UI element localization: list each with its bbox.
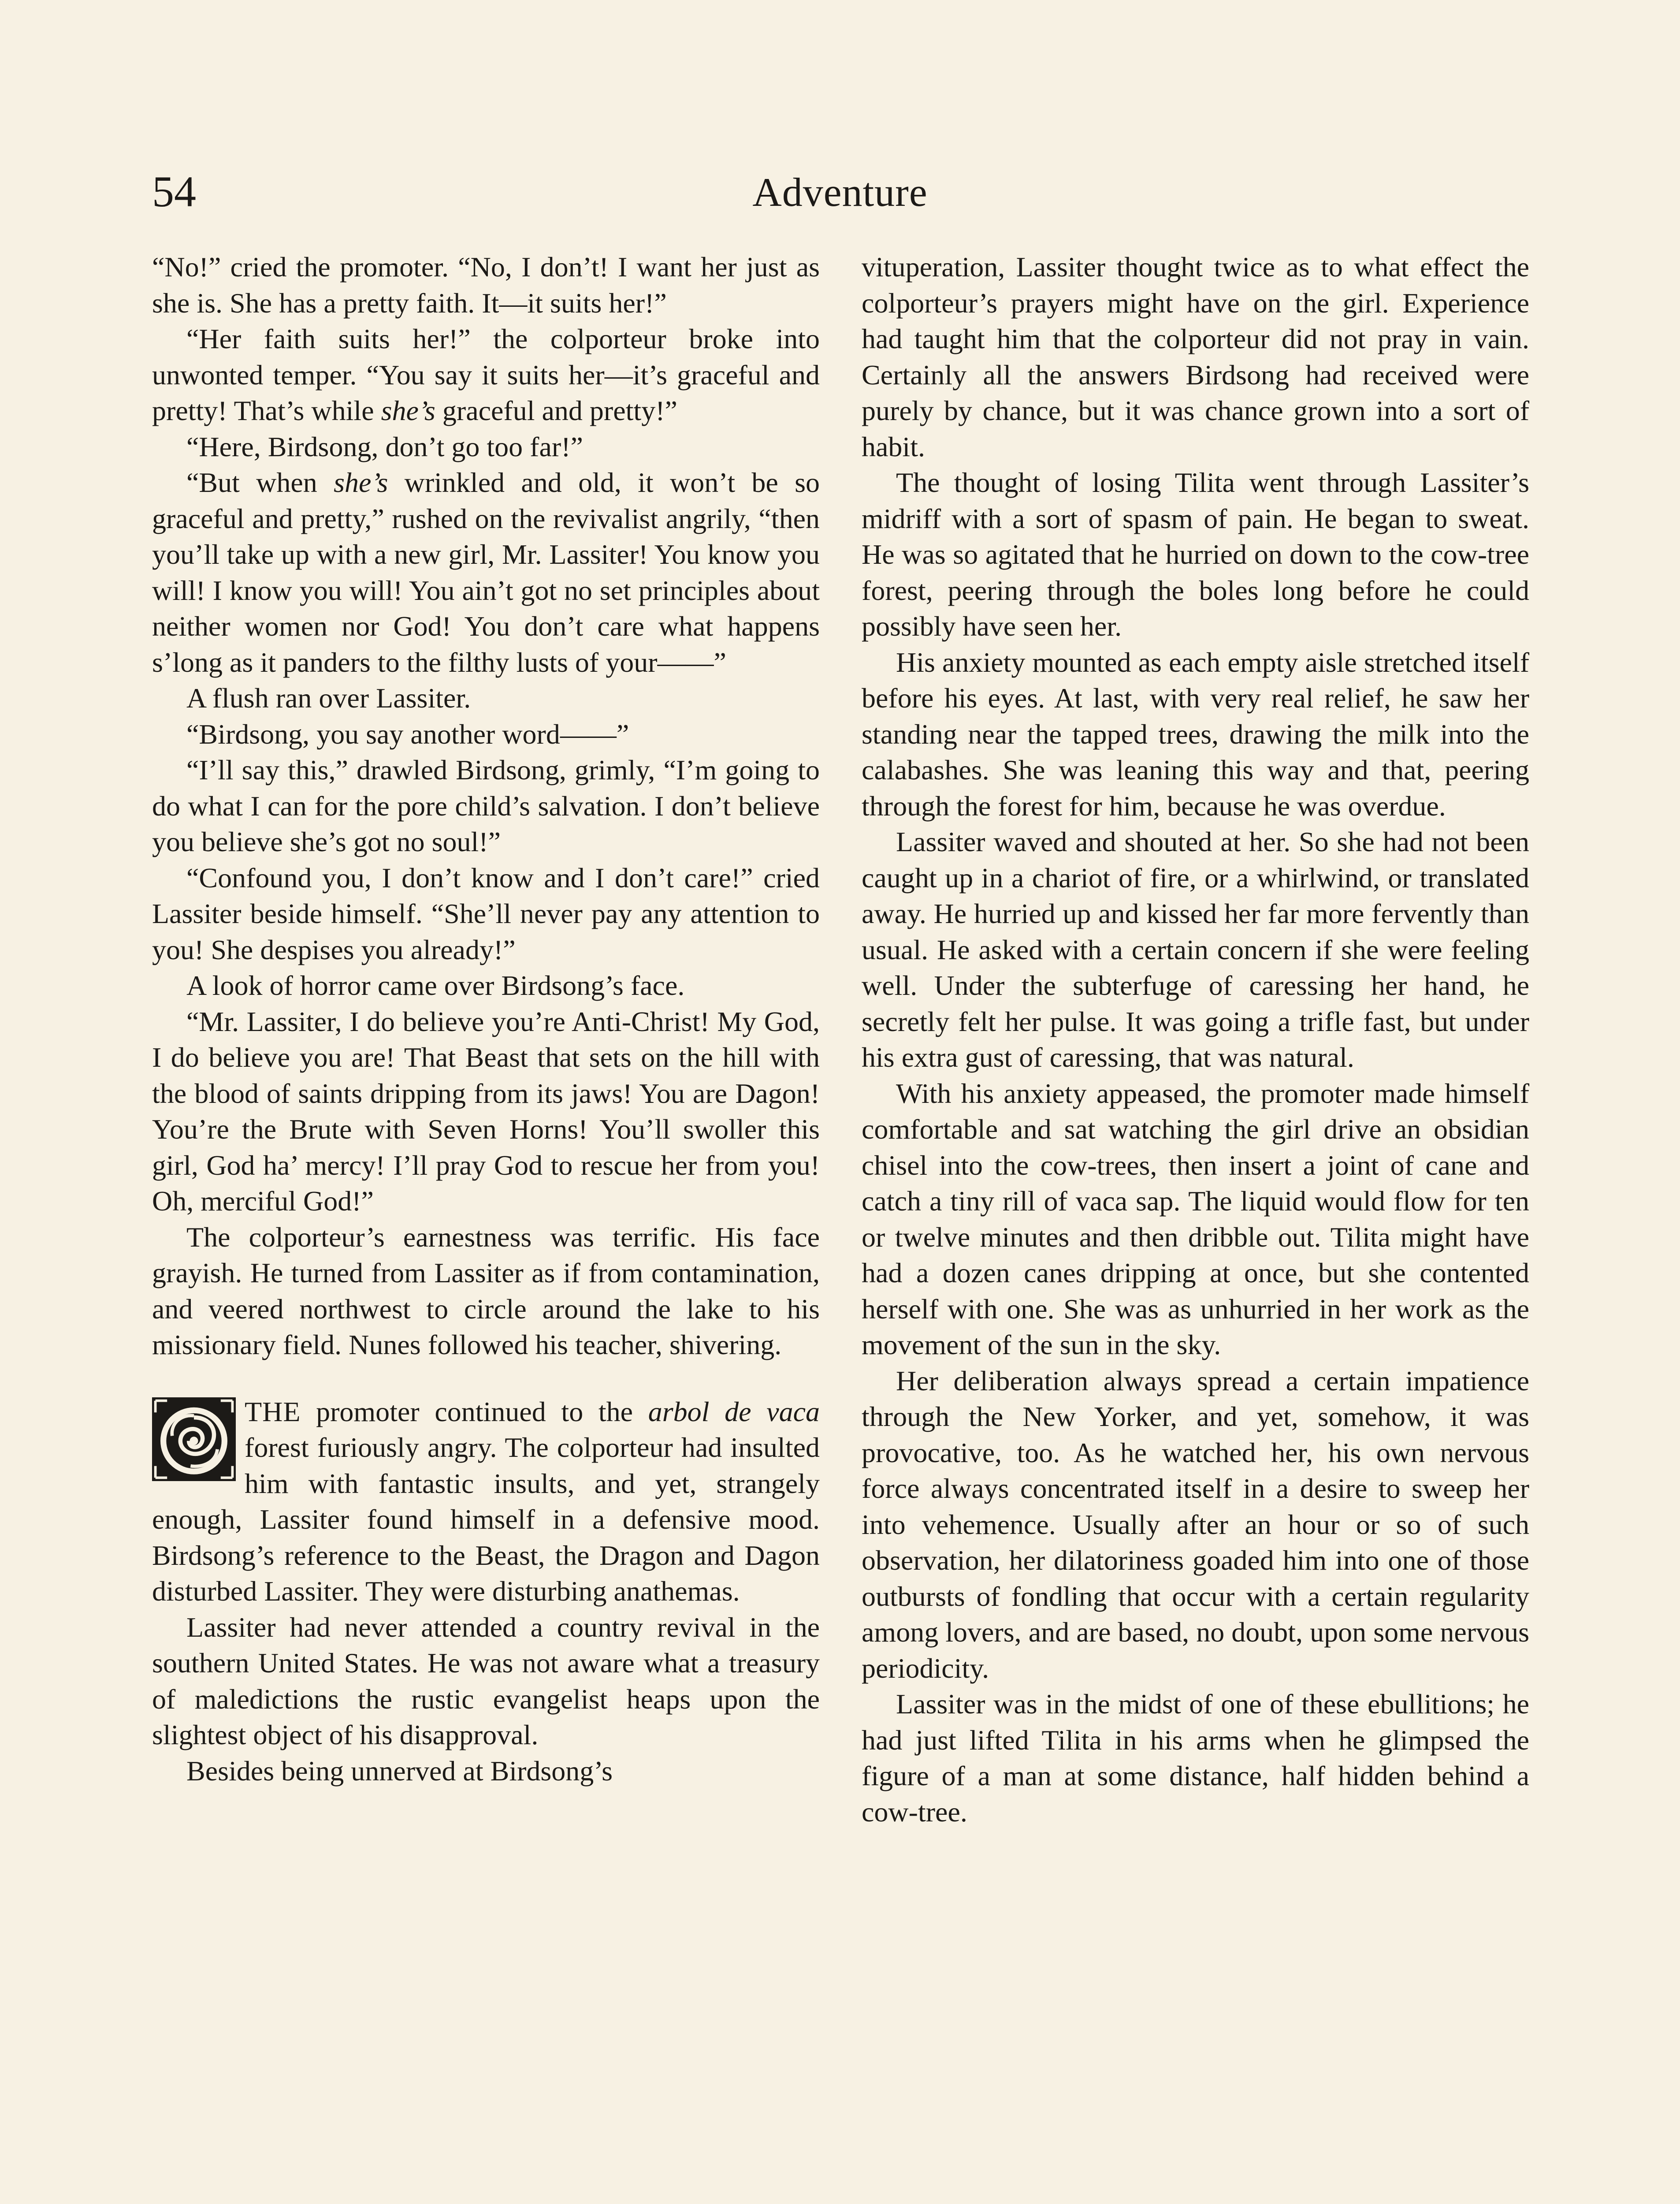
paragraph: A flush ran over Lassiter. bbox=[186, 682, 471, 714]
right-column bbox=[862, 249, 1529, 1830]
paragraph: Besides being unnerved at Birdsong’s bbox=[186, 1755, 613, 1787]
left-column bbox=[152, 249, 820, 1789]
paragraph: “But when she’s wrinkled and old, it won’t be so graceful and pretty,” rushed on the revivalist angrily, “then you’ll take up with a new girl, Mr. Lassiter! You know you will! I know you will! You ain’t got no set principles about neither women nor God! You don’t care what happens s’long as it panders to the filthy lusts of your——” bbox=[152, 467, 820, 678]
paragraph: Her deliberation always spread a certain impatience through the New Yorker, and yet, somehow, it was provocative, too. As he watched her, his own nervous force always concentrated itself in a desire to sweep her into vehemence. Usually after an hour or so of such observation, her dilatoriness goaded him into one of those outbursts of fondling that occur with a certain regularity among lovers, and are based, no doubt, upon some nervous periodicity. bbox=[862, 1365, 1529, 1684]
section-opening-paragraph: THE promoter continued to the arbol de vaca forest furiously angry. The colporteur had insulted him with fantastic insults, and yet, strangely enough, Lassiter found himself in a defensive mood. Birdsong’s reference to the Beast, the Dragon and Dagon disturbed Lassiter. They were disturbing anathemas. bbox=[152, 1396, 820, 1607]
paragraph: vituperation, Lassiter thought twice as to what effect the colporteur’s prayers might have on the girl. Experience had taught him that the colporteur did not pray in vain. Certainly all the answers Birdsong had received were purely by chance, but it was chance grown into a sort of habit. bbox=[862, 251, 1529, 462]
rose-ornament-icon bbox=[152, 1397, 236, 1481]
paragraph: Lassiter had never attended a country revival in the southern United States. He was not aware what a treasury of maledictions the rustic evangelist heaps upon the slightest object of his disapproval. bbox=[152, 1611, 820, 1750]
paragraph: A look of horror came over Birdsong’s face. bbox=[186, 970, 685, 1001]
paragraph: “Confound you, I don’t know and I don’t care!” cried Lassiter beside himself. “She’ll never pay any attention to you! She despises you already!” bbox=[152, 862, 820, 965]
paragraph: “Here, Birdsong, don’t go too far!” bbox=[186, 431, 583, 462]
paragraph: “Her faith suits her!” the colporteur broke into unwonted temper. “You say it suits her—it’s graceful and pretty! That’s while she’s graceful and pretty!” bbox=[152, 323, 820, 426]
running-head-title: Adventure bbox=[752, 170, 928, 215]
paragraph: The colporteur’s earnestness was terrific. His face grayish. He turned from Lassiter as if from contamination, and veered northwest to circle around the lake to his missionary field. Nunes followed his teacher, shivering. bbox=[152, 1221, 820, 1360]
paragraph: With his anxiety appeased, the promoter made himself comfortable and sat watching the girl drive an obsidian chisel into the cow-trees, then insert a joint of cane and catch a tiny rill of vaca sap. The liquid would flow for ten or twelve minutes and then dribble out. Tilita might have had a dozen canes dripping at once, but she contented herself with one. She was as unhurried in her work as the movement of the sun in the sky. bbox=[862, 1077, 1529, 1360]
paragraph: “Mr. Lassiter, I do believe you’re Anti-Christ! My God, I do believe you are! That Beast that sets on the hill with the blood of saints dripping from its jaws! You are Dagon! You’re the Brute with Seven Horns! You’ll swoller this girl, God ha’ mercy! I’ll pray God to rescue her from you! Oh, merciful God!” bbox=[152, 1005, 820, 1217]
paragraph: Lassiter was in the midst of one of these ebullitions; he had just lifted Tilita in his arms when he glimpsed the figure of a man at some distance, half hidden behind a cow-tree. bbox=[862, 1688, 1529, 1828]
paragraph: “I’ll say this,” drawled Birdsong, grimly, “I’m going to do what I can for the pore child’s salvation. I don’t believe you believe she’s got no soul!” bbox=[152, 754, 820, 857]
paragraph: The thought of losing Tilita went through Lassiter’s midriff with a sort of spasm of pain. He began to sweat. He was so agitated that he hurried on down to the cow-tree forest, peering through the boles long before he could possibly have seen her. bbox=[862, 467, 1529, 642]
page-number: 54 bbox=[152, 167, 196, 216]
paragraph: “No!” cried the promoter. “No, I don’t! I want her just as she is. She has a pretty faith. It—it suits her!” bbox=[152, 251, 820, 319]
paragraph: His anxiety mounted as each empty aisle stretched itself before his eyes. At last, with very real relief, he saw her standing near the tapped trees, drawing the milk into the calabashes. She was leaning this way and that, peering through the forest for him, because he was overdue. bbox=[862, 646, 1529, 822]
paragraph: “Birdsong, you say another word——” bbox=[186, 718, 629, 750]
paragraph: Lassiter waved and shouted at her. So she had not been caught up in a chariot of fire, or a whirlwind, or translated away. He hurried up and kissed her far more fervently than usual. He asked with a certain concern if she were feeling well. Under the subterfuge of caressing her hand, he secretly felt her pulse. It was going a trifle fast, but under his extra gust of caressing, that was natural. bbox=[862, 826, 1529, 1073]
